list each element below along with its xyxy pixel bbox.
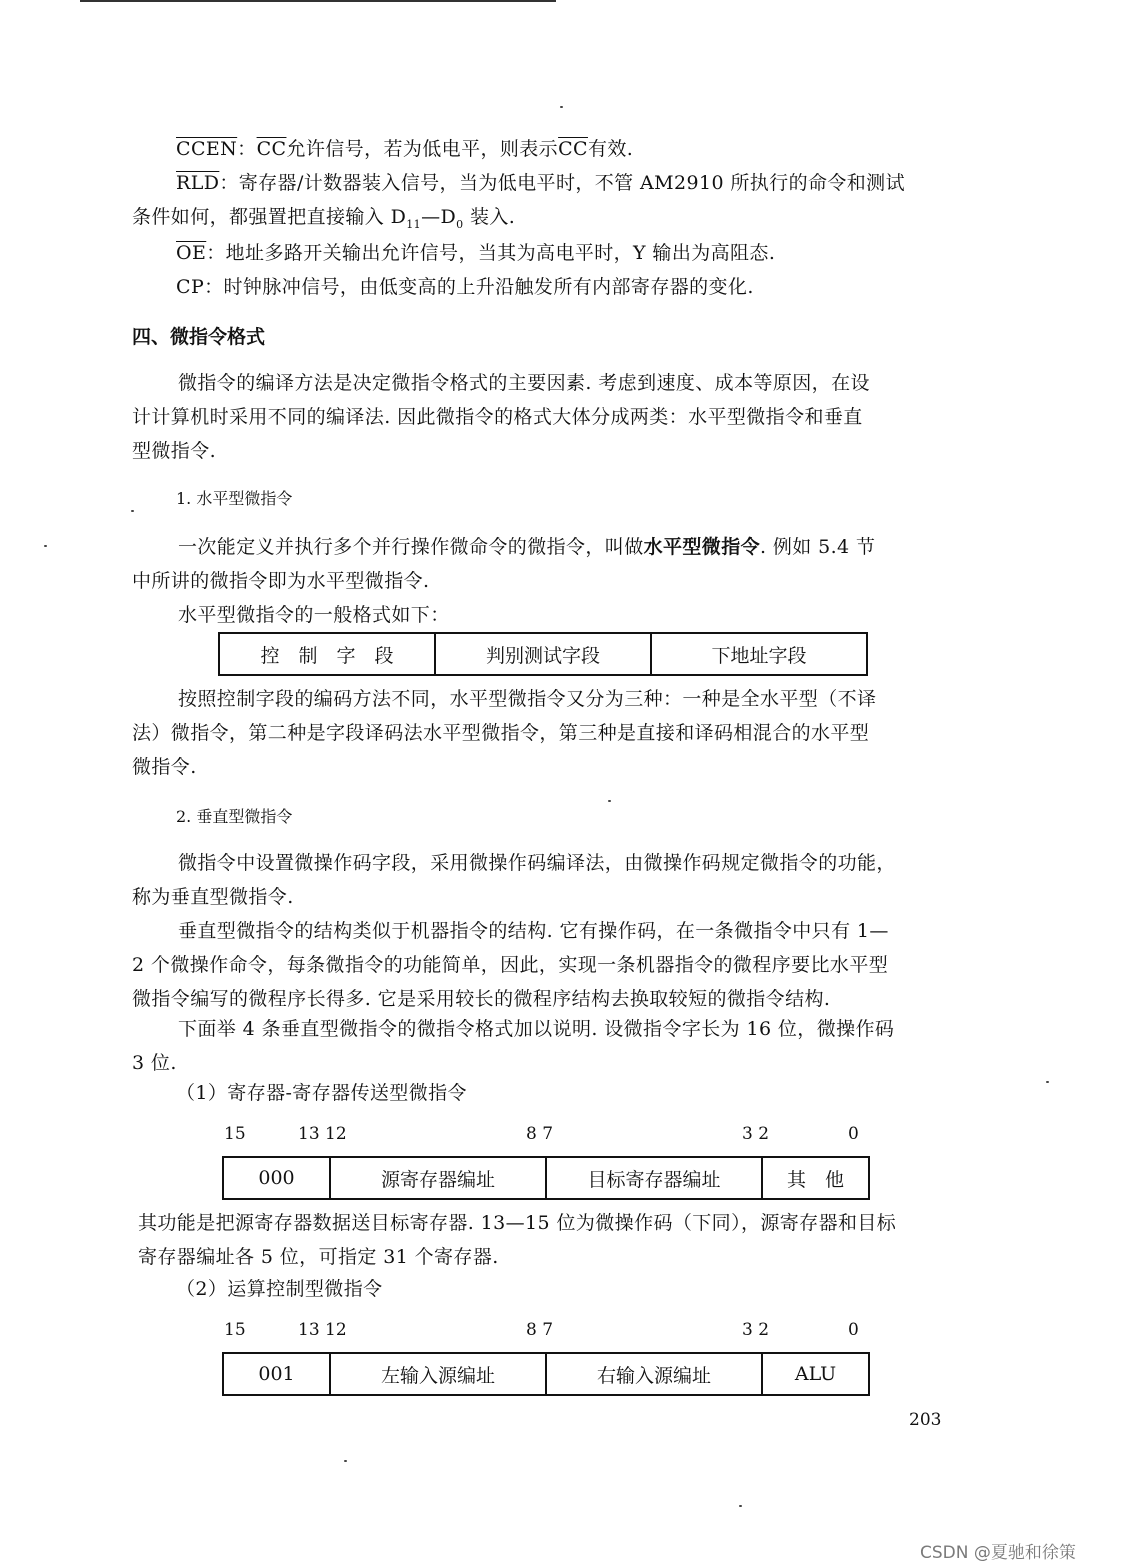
signal-name: CCEN (176, 138, 238, 160)
signal-desc: ：地址多路开关输出允许信号，当其为高电平时，Y 输出为高阻态. (206, 242, 776, 264)
page-number: 203 (909, 1410, 942, 1430)
text-line: 微指令中设置微操作码字段，采用微操作码编译法，由微操作码规定微指令的功能， (178, 852, 896, 874)
signal-oe (176, 236, 775, 270)
scan-speck (1046, 1081, 1049, 1083)
left-input-field: 左输入源编址 (330, 1353, 546, 1395)
scan-speck (560, 106, 563, 108)
signal-name: $\overline{OE}$ (176, 242, 207, 264)
subsection-heading: 2. 垂直型微指令 (176, 807, 293, 826)
scan-speck (131, 510, 134, 512)
horizontal-p1 (132, 530, 962, 632)
bit-label: 0 (848, 1320, 859, 1340)
signal-cp: CP：时钟脉冲信号，由低变高的上升沿触发所有内部寄存器的变化. (176, 276, 754, 298)
signal-name: $\overline{RLD}$ (176, 172, 220, 194)
subsection-heading: 1. 水平型微指令 (176, 489, 293, 508)
subscript: 11 (406, 217, 422, 231)
bit-label: 13 12 (298, 1320, 347, 1340)
text-line: 垂直型微指令的结构类似于机器指令的结构. 它有操作码，在一条微指令中只有 1— (178, 920, 889, 942)
signal-desc: 有效. (587, 138, 634, 160)
separator: ： (237, 138, 257, 160)
opcode-field: 001 (223, 1353, 330, 1395)
dest-reg-field: 目标寄存器编址 (546, 1157, 762, 1199)
section-heading: 四、微指令格式 (132, 326, 266, 348)
bit-label: 15 (224, 1124, 246, 1144)
text-line: 3 位. (132, 1052, 177, 1074)
alu-field: ALU (762, 1353, 869, 1395)
top-rule (80, 0, 556, 2)
text-line: 称为垂直型微指令. (132, 886, 294, 908)
vertical-p2 (132, 914, 962, 1016)
signal-desc: 允许信号，若为低电平，则表示 (286, 138, 559, 160)
item1-desc (138, 1206, 968, 1274)
text-span: 一次能定义并执行多个并行操作微命令的微指令，叫做 (178, 536, 644, 558)
signal-name: $\overline{CC}$ (558, 138, 588, 160)
text-line: 其功能是把源寄存器数据送目标寄存器. 13—15 位为微操作码（下同），源寄存器和目标 (138, 1212, 897, 1234)
text-line: 按照控制字段的编码方法不同，水平型微指令又分为三种：一种是全水平型（不译 (178, 688, 877, 710)
text-line: 水平型微指令的一般格式如下： (178, 604, 450, 626)
item1-title: （1）寄存器-寄存器传送型微指令 (176, 1082, 467, 1104)
opcode-field: 000 (223, 1157, 330, 1199)
bit-label: 3 2 (742, 1124, 770, 1144)
vertical-p1 (132, 846, 962, 914)
text-span: . 例如 5.4 节 (760, 536, 876, 558)
scan-speck (44, 545, 47, 547)
signal-desc: 条件如何，都强置把直接输入 D (132, 206, 407, 228)
term-bold: 水平型微指令 (643, 536, 761, 558)
text-line: 中所讲的微指令即为水平型微指令. (132, 570, 430, 592)
item1-bit-labels (0, 1124, 1122, 1148)
text-line: 下面举 4 条垂直型微指令的微指令格式加以说明. 设微指令字长为 16 位，微操作码 (178, 1018, 895, 1040)
text-line: 型微指令. (132, 440, 217, 462)
vertical-p3 (132, 1012, 962, 1080)
bit-label: 3 2 (742, 1320, 770, 1340)
right-input-field: 右输入源编址 (546, 1353, 762, 1395)
signal-name: $\overline{CC}$ (256, 138, 287, 160)
text-line: 2 个微操作命令，每条微指令的功能简单，因此，实现一条机器指令的微程序要比水平型 (132, 954, 889, 976)
subscript: 0 (456, 217, 464, 231)
item2-bit-labels (0, 1320, 1122, 1344)
source-reg-field: 源寄存器编址 (330, 1157, 546, 1199)
bit-label: 8 7 (526, 1124, 554, 1144)
signal-rld-line1 (176, 166, 905, 200)
control-field: 控 制 字 段 (219, 633, 435, 675)
text-line: 寄存器编址各 5 位，可指定 31 个寄存器. (138, 1246, 499, 1268)
item1-format-table (222, 1156, 870, 1200)
text-line: 微指令. (132, 756, 197, 778)
signal-desc: 装入. (463, 206, 516, 228)
text-line: 微指令的编译方法是决定微指令格式的主要因素. 考虑到速度、成本等原因，在设 (178, 372, 870, 394)
bit-label: 0 (848, 1124, 859, 1144)
item2-format-table (222, 1352, 870, 1396)
scan-speck (344, 1460, 347, 1462)
next-address-field: 下地址字段 (651, 633, 867, 675)
horizontal-format-table (218, 632, 868, 676)
scan-speck (608, 800, 611, 802)
text-line (132, 530, 962, 564)
text-line: 法）微指令，第二种是字段译码法水平型微指令，第三种是直接和译码相混合的水平型 (132, 722, 870, 744)
bit-label: 8 7 (526, 1320, 554, 1340)
scan-speck (739, 1505, 742, 1507)
section-intro (132, 366, 962, 468)
horizontal-p3 (132, 682, 962, 784)
text-line: 微指令编写的微程序长得多. 它是采用较长的微程序结构去换取较短的微指令结构. (132, 988, 831, 1010)
test-field: 判别测试字段 (435, 633, 651, 675)
signal-ccen (176, 132, 633, 166)
bit-label: 13 12 (298, 1124, 347, 1144)
watermark: CSDN @夏驰和徐策 (920, 1543, 1076, 1563)
signal-desc: —D (421, 206, 457, 228)
bit-label: 15 (224, 1320, 246, 1340)
other-field: 其 他 (762, 1157, 869, 1199)
text-line: 计计算机时采用不同的编译法. 因此微指令的格式大体分成两类：水平型微指令和垂直 (132, 406, 863, 428)
item2-title: （2）运算控制型微指令 (176, 1278, 383, 1300)
signal-desc: ：寄存器/计数器装入信号，当为低电平时，不管 AM2910 所执行的命令和测试 (219, 172, 905, 194)
